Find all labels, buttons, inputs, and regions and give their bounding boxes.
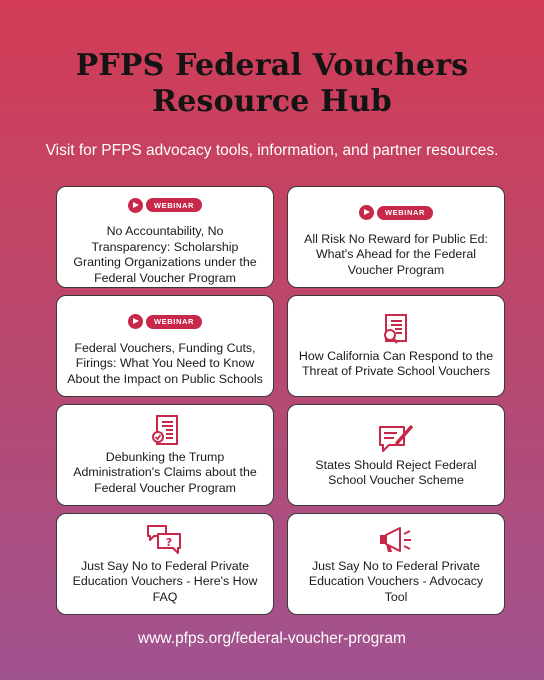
resource-card-label: Debunking the Trump Administration's Claims about the Federal Voucher Program <box>73 449 257 495</box>
resource-card-6[interactable] <box>287 404 505 506</box>
megaphone-icon <box>378 525 414 555</box>
question-chat-icon <box>146 524 184 556</box>
webinar-badge-label: WEBINAR <box>377 206 433 220</box>
play-icon <box>128 198 143 213</box>
resource-card-2[interactable] <box>287 186 505 288</box>
resource-card-4[interactable] <box>287 295 505 397</box>
page-title <box>0 48 544 120</box>
webinar-badge-label: WEBINAR <box>146 198 202 212</box>
webinar-badge <box>128 314 202 329</box>
resource-card-label: All Risk No Reward for Public Ed: What's Ahead for the Federal Voucher Program <box>304 231 488 277</box>
page-title-line-2: Resource Hub <box>152 84 392 119</box>
play-icon <box>359 205 374 220</box>
resource-card-label: Just Say No to Federal Private Education Vouchers - Here's How FAQ <box>72 558 258 604</box>
footer-url[interactable]: www.pfps.org/federal-voucher-program <box>138 630 406 647</box>
resource-card-8[interactable] <box>287 513 505 615</box>
webinar-badge <box>359 205 433 220</box>
webinar-badge-label: WEBINAR <box>146 315 202 329</box>
document-icon <box>151 415 179 447</box>
svg-text:?: ? <box>165 535 173 549</box>
resource-card-label: Federal Vouchers, Funding Cuts, Firings: What You Need to Know About the Impact on Public Schools <box>67 340 263 386</box>
resource-card-3[interactable] <box>56 295 274 397</box>
resource-card-1[interactable] <box>56 186 274 288</box>
resource-card-7[interactable] <box>56 513 274 615</box>
resource-card-label: How California Can Respond to the Threat of Private School Vouchers <box>298 348 494 378</box>
page-title-line-1: PFPS Federal Vouchers <box>75 48 469 83</box>
pen-message-icon <box>377 423 415 455</box>
resource-card-label: Just Say No to Federal Private Education Vouchers - Advocacy Tool <box>308 558 484 604</box>
resource-card-label: States Should Reject Federal School Voucher Scheme <box>315 457 477 487</box>
resource-card-label: No Accountability, No Transparency: Scholarship Granting Organizations under the Federal Voucher Program <box>73 224 257 285</box>
page-subtitle: Visit for PFPS advocacy tools, information, and partner resources. <box>45 142 499 159</box>
document-icon <box>382 314 410 346</box>
play-icon <box>128 314 143 329</box>
webinar-badge <box>128 198 202 213</box>
resource-card-5[interactable] <box>56 404 274 506</box>
